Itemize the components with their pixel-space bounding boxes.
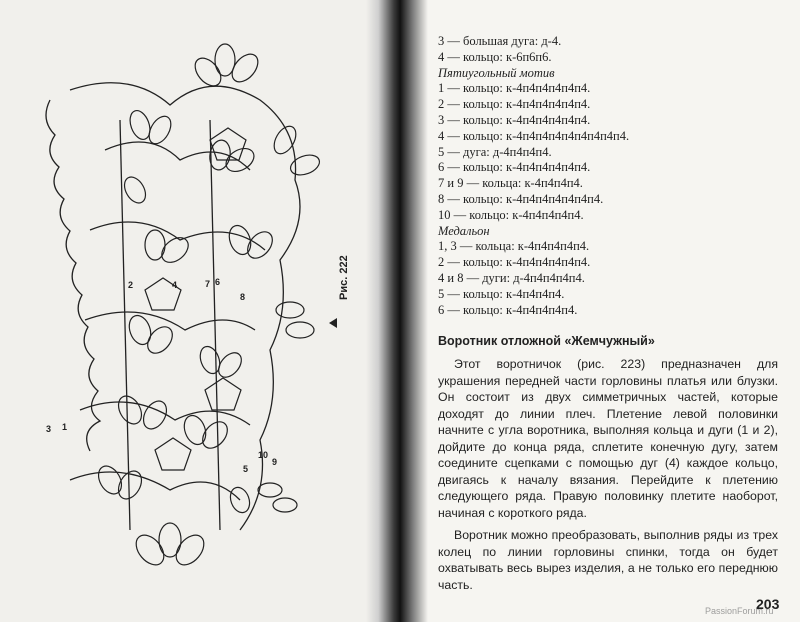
instruction-line: 2 — кольцо: к-4п4п4п4п4п4.	[438, 97, 591, 112]
instruction-line: 1, 3 — кольца: к-4п4п4п4п4.	[438, 239, 590, 254]
instruction-line: 2 — кольцо: к-4п4п4п4п4п4.	[438, 255, 591, 270]
diagram-number-7: 7	[205, 279, 211, 289]
diagram-number-10: 10	[258, 450, 269, 460]
instruction-line: 5 — кольцо: к-4п4п4п4.	[438, 286, 565, 301]
body-text	[438, 356, 778, 599]
page-number: 203	[756, 596, 780, 612]
figure-pointer-icon	[329, 318, 337, 328]
watermark: PassionForum.ru	[705, 606, 774, 616]
book-spine	[366, 0, 428, 622]
instruction-line: 10 — кольцо: к-4п4п4п4п4.	[438, 207, 584, 222]
instruction-list	[438, 34, 778, 318]
instructions-block	[438, 34, 778, 318]
instruction-heading: Медальон	[438, 223, 490, 238]
diagram-number-3: 3	[46, 424, 52, 434]
figure-label: Рис. 222	[338, 255, 350, 300]
instruction-line: 4 — кольцо: к-4п4п4п4п4п4п4п4п4.	[438, 128, 630, 143]
instruction-line: 8 — кольцо: к-4п4п4п4п4п4п4.	[438, 191, 604, 206]
diagram-number-6: 6	[215, 277, 221, 287]
diagram-number-2: 2	[128, 280, 134, 290]
diagram-number-5: 5	[243, 464, 249, 474]
instruction-heading: Пятиугольный мотив	[438, 65, 555, 80]
diagram-number-8: 8	[240, 292, 246, 302]
instruction-line: 3 — большая дуга: д-4.	[438, 34, 562, 48]
instruction-line: 5 — дуга: д-4п4п4п4.	[438, 144, 552, 159]
diagram-number-4: 4	[172, 280, 178, 290]
diagram-number-9: 9	[272, 457, 278, 467]
paragraph: Этот воротничок (рис. 223) предназначен для украшения передней части горловины платья или блузки. Он состоит из двух симметричных частей, которые доходят до линии плеч. Плетение левой половинки начните с угла воротника, выполняя кольца и дуги (1 и 2), дойдите до конца ряда, сплетите конечную дугу, затем соедините сцепками с помощью дуг (4) каждое кольцо, двигаясь к началу вязания. Перейдите к плетению следующего ряда. Правую половинку плетите наоборот, начиная с короткого ряда.	[438, 357, 778, 520]
instruction-line: 1 — кольцо: к-4п4п4п4п4п4.	[438, 81, 591, 96]
paragraph: Воротник можно преобразовать, выполнив ряды из трех колец по линии горловины спинки, тогда он будет охватывать весь вырез изделия, а не только его переднюю часть.	[438, 528, 778, 592]
instruction-line: 3 — кольцо: к-4п4п4п4п4п4.	[438, 112, 591, 127]
instruction-line: 6 — кольцо: к-4п4п4п4п4.	[438, 302, 578, 317]
instruction-line: 6 — кольцо: к-4п4п4п4п4п4.	[438, 160, 591, 175]
instruction-line: 4 и 8 — дуги: д-4п4п4п4п4.	[438, 270, 585, 285]
section-title: Воротник отложной «Жемчужный»	[438, 334, 655, 348]
instruction-line: 7 и 9 — кольца: к-4п4п4п4.	[438, 176, 583, 191]
diagram-number-1: 1	[62, 422, 68, 432]
lace-diagram	[10, 30, 340, 590]
instruction-line: 4 — кольцо: к-6п6п6.	[438, 49, 552, 64]
